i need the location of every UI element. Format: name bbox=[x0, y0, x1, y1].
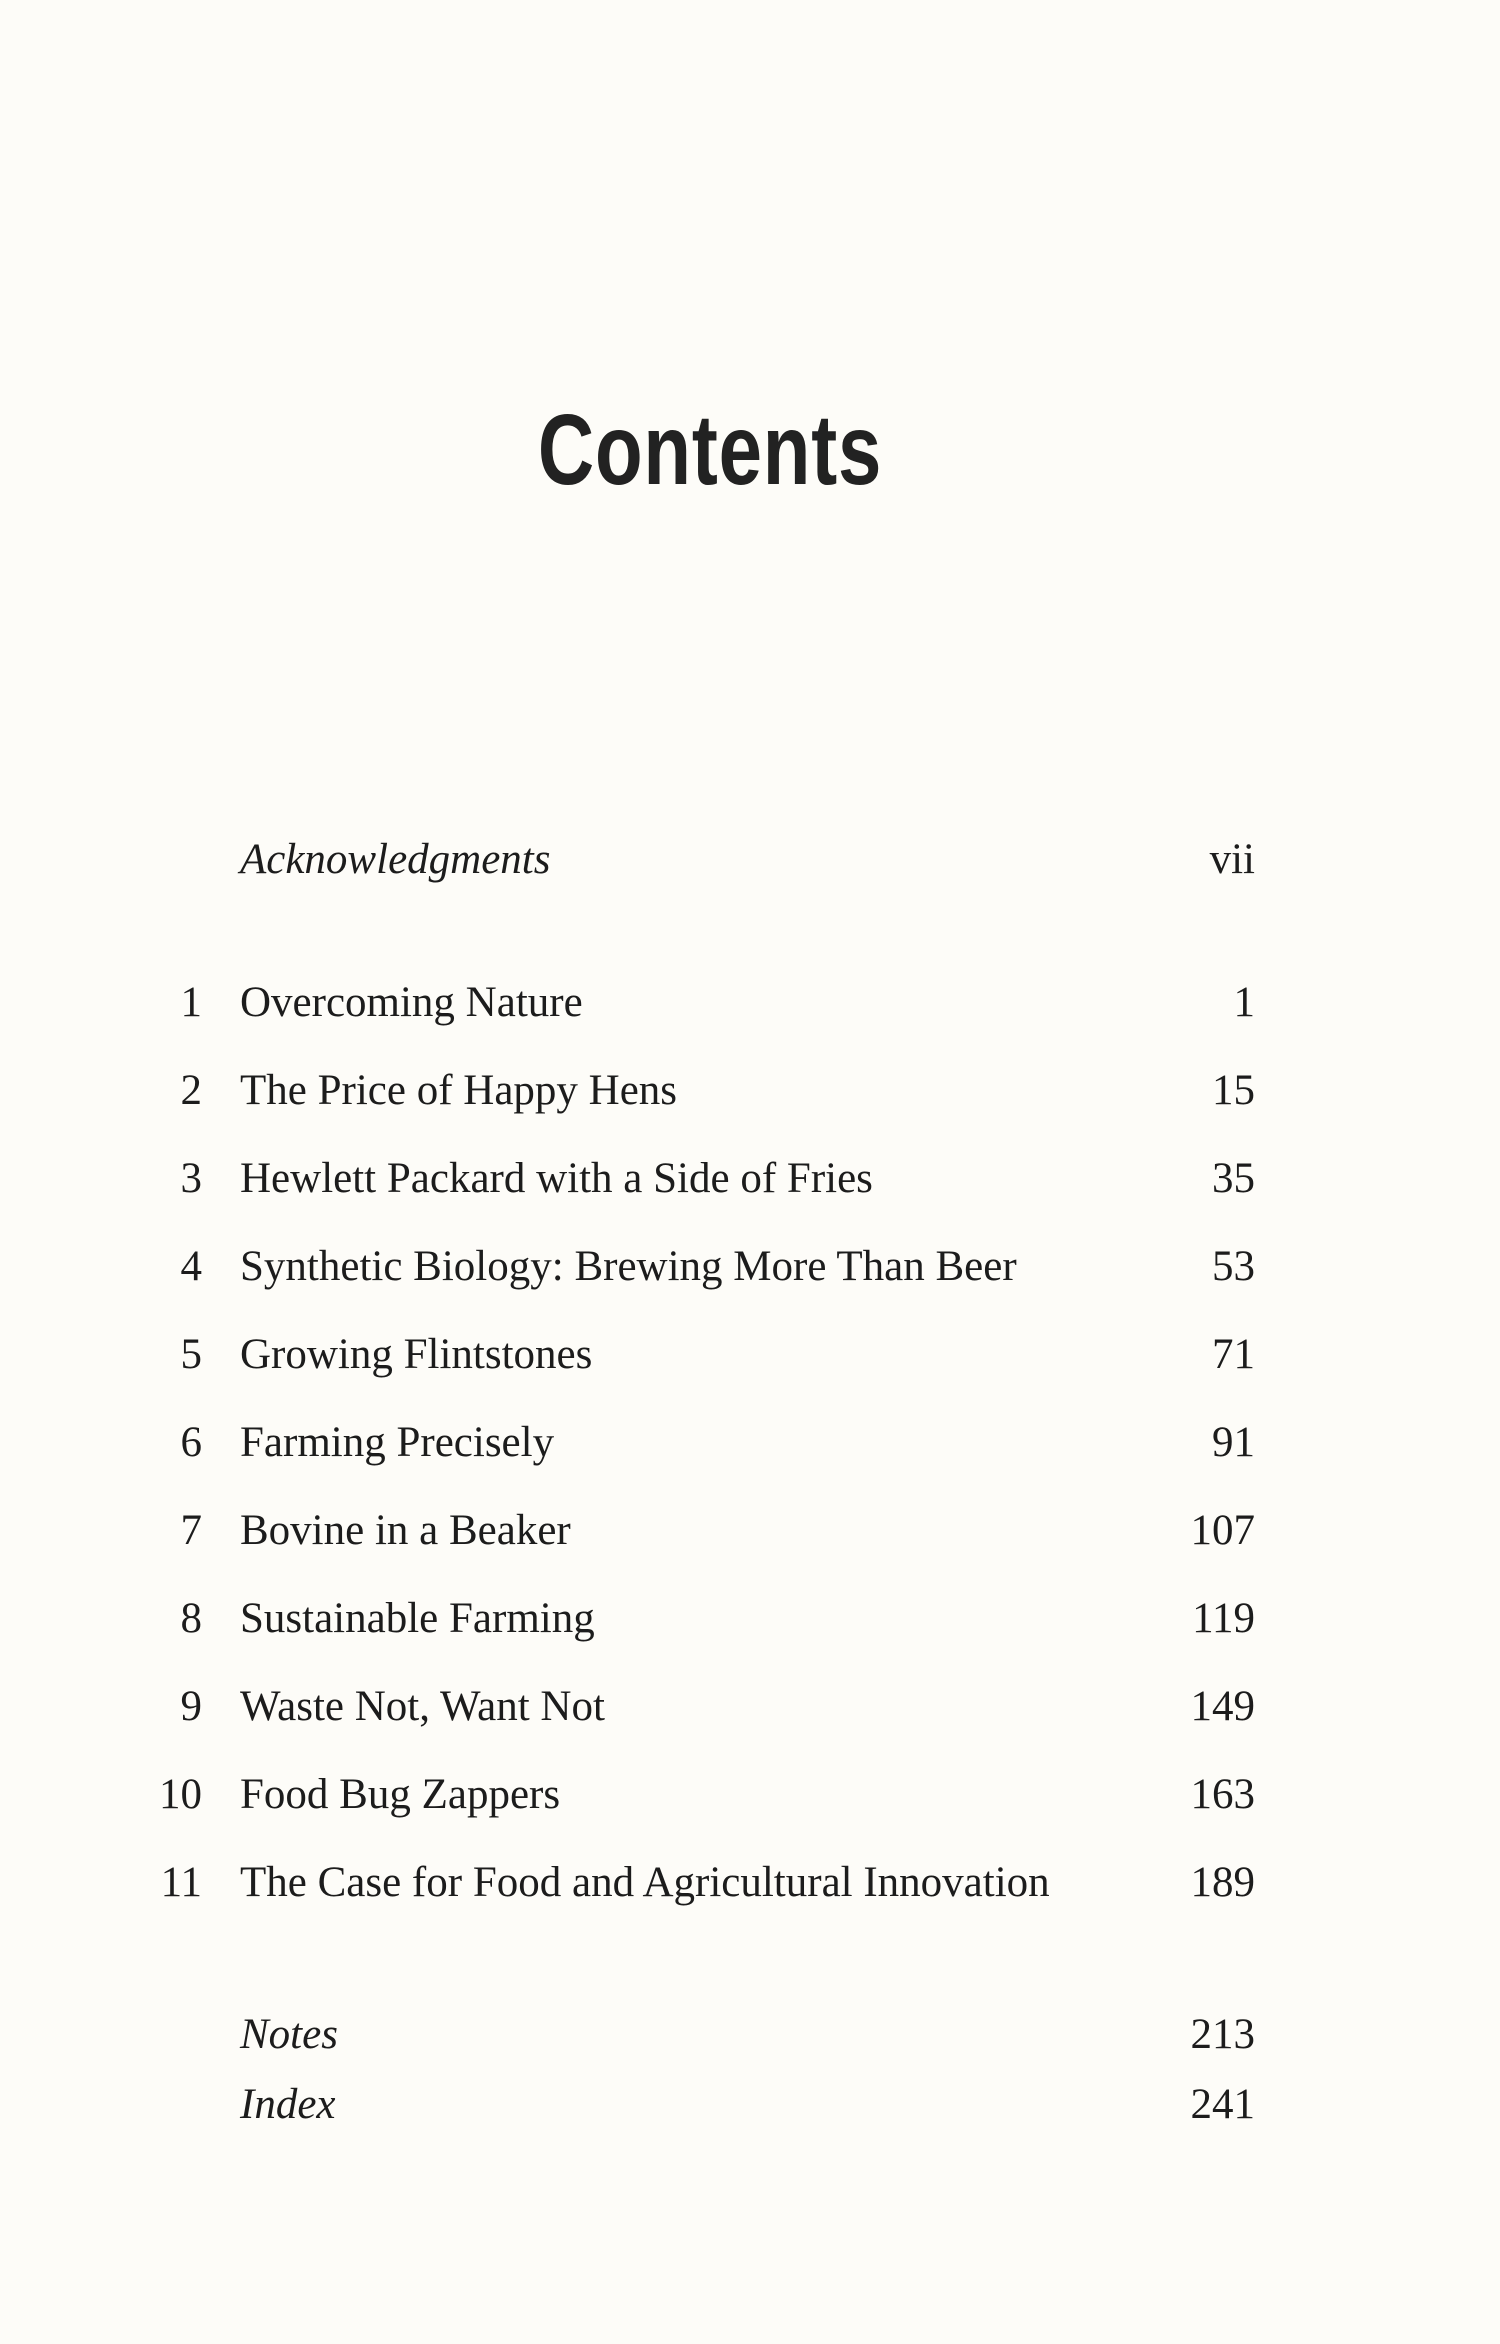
chapter-page: 91 bbox=[1212, 1419, 1255, 1466]
toc-chapter-2[interactable] bbox=[0, 1061, 1500, 1121]
toc-entry-page: 241 bbox=[1190, 2081, 1255, 2128]
chapter-page: 149 bbox=[1190, 1683, 1255, 1730]
chapter-number: 1 bbox=[180, 979, 202, 1026]
toc-chapter-7[interactable] bbox=[0, 1501, 1500, 1561]
chapter-title: Food Bug Zappers bbox=[240, 1771, 561, 1818]
chapter-title: Sustainable Farming bbox=[240, 1595, 595, 1642]
chapter-page: 1 bbox=[1233, 979, 1255, 1026]
chapter-number: 7 bbox=[180, 1507, 202, 1554]
chapter-number: 9 bbox=[180, 1683, 202, 1730]
toc-entry-label: Index bbox=[240, 2081, 336, 2128]
toc-chapter-6[interactable] bbox=[0, 1413, 1500, 1473]
toc-chapter-10[interactable] bbox=[0, 1765, 1500, 1825]
toc-chapter-4[interactable] bbox=[0, 1237, 1500, 1297]
chapter-number: 11 bbox=[160, 1859, 202, 1906]
toc-chapter-11[interactable] bbox=[0, 1853, 1500, 1913]
chapter-page: 163 bbox=[1190, 1771, 1255, 1818]
toc-chapter-5[interactable] bbox=[0, 1325, 1500, 1385]
toc-entry-notes[interactable] bbox=[0, 2005, 1500, 2065]
chapter-page: 189 bbox=[1190, 1859, 1255, 1906]
toc-entry-acknowledgments[interactable] bbox=[0, 830, 1500, 890]
chapter-title: The Price of Happy Hens bbox=[240, 1067, 678, 1114]
toc-entry-page: 213 bbox=[1190, 2011, 1255, 2058]
chapter-page: 15 bbox=[1212, 1067, 1255, 1114]
chapter-page: 53 bbox=[1212, 1243, 1255, 1290]
toc-chapter-9[interactable] bbox=[0, 1677, 1500, 1737]
chapter-title: Hewlett Packard with a Side of Fries bbox=[240, 1155, 873, 1202]
toc-chapter-8[interactable] bbox=[0, 1589, 1500, 1649]
chapter-title: Waste Not, Want Not bbox=[240, 1683, 605, 1730]
chapter-page: 107 bbox=[1190, 1507, 1255, 1554]
chapter-number: 8 bbox=[180, 1595, 202, 1642]
chapter-title: Farming Precisely bbox=[240, 1419, 555, 1466]
chapter-number: 5 bbox=[180, 1331, 202, 1378]
chapter-number: 2 bbox=[180, 1067, 202, 1114]
toc-entry-label: Notes bbox=[240, 2011, 338, 2058]
chapter-title: The Case for Food and Agricultural Innovation bbox=[240, 1859, 1050, 1906]
toc-chapter-3[interactable] bbox=[0, 1149, 1500, 1209]
page-title: Contents bbox=[537, 394, 883, 506]
chapter-page: 119 bbox=[1192, 1595, 1255, 1642]
toc-chapter-1[interactable] bbox=[0, 973, 1500, 1033]
chapter-number: 6 bbox=[180, 1419, 202, 1466]
chapter-title: Overcoming Nature bbox=[240, 979, 583, 1026]
chapter-number: 3 bbox=[180, 1155, 202, 1202]
chapter-number: 10 bbox=[159, 1771, 202, 1818]
toc-entry-label: Acknowledgments bbox=[240, 836, 551, 883]
chapter-number: 4 bbox=[180, 1243, 202, 1290]
toc-entry-index[interactable] bbox=[0, 2075, 1500, 2135]
chapter-page: 71 bbox=[1212, 1331, 1255, 1378]
toc-entry-page: vii bbox=[1209, 836, 1255, 883]
chapter-title: Growing Flintstones bbox=[240, 1331, 593, 1378]
chapter-title: Synthetic Biology: Brewing More Than Beer bbox=[240, 1243, 1017, 1290]
chapter-title: Bovine in a Beaker bbox=[240, 1507, 571, 1554]
chapter-page: 35 bbox=[1212, 1155, 1255, 1202]
